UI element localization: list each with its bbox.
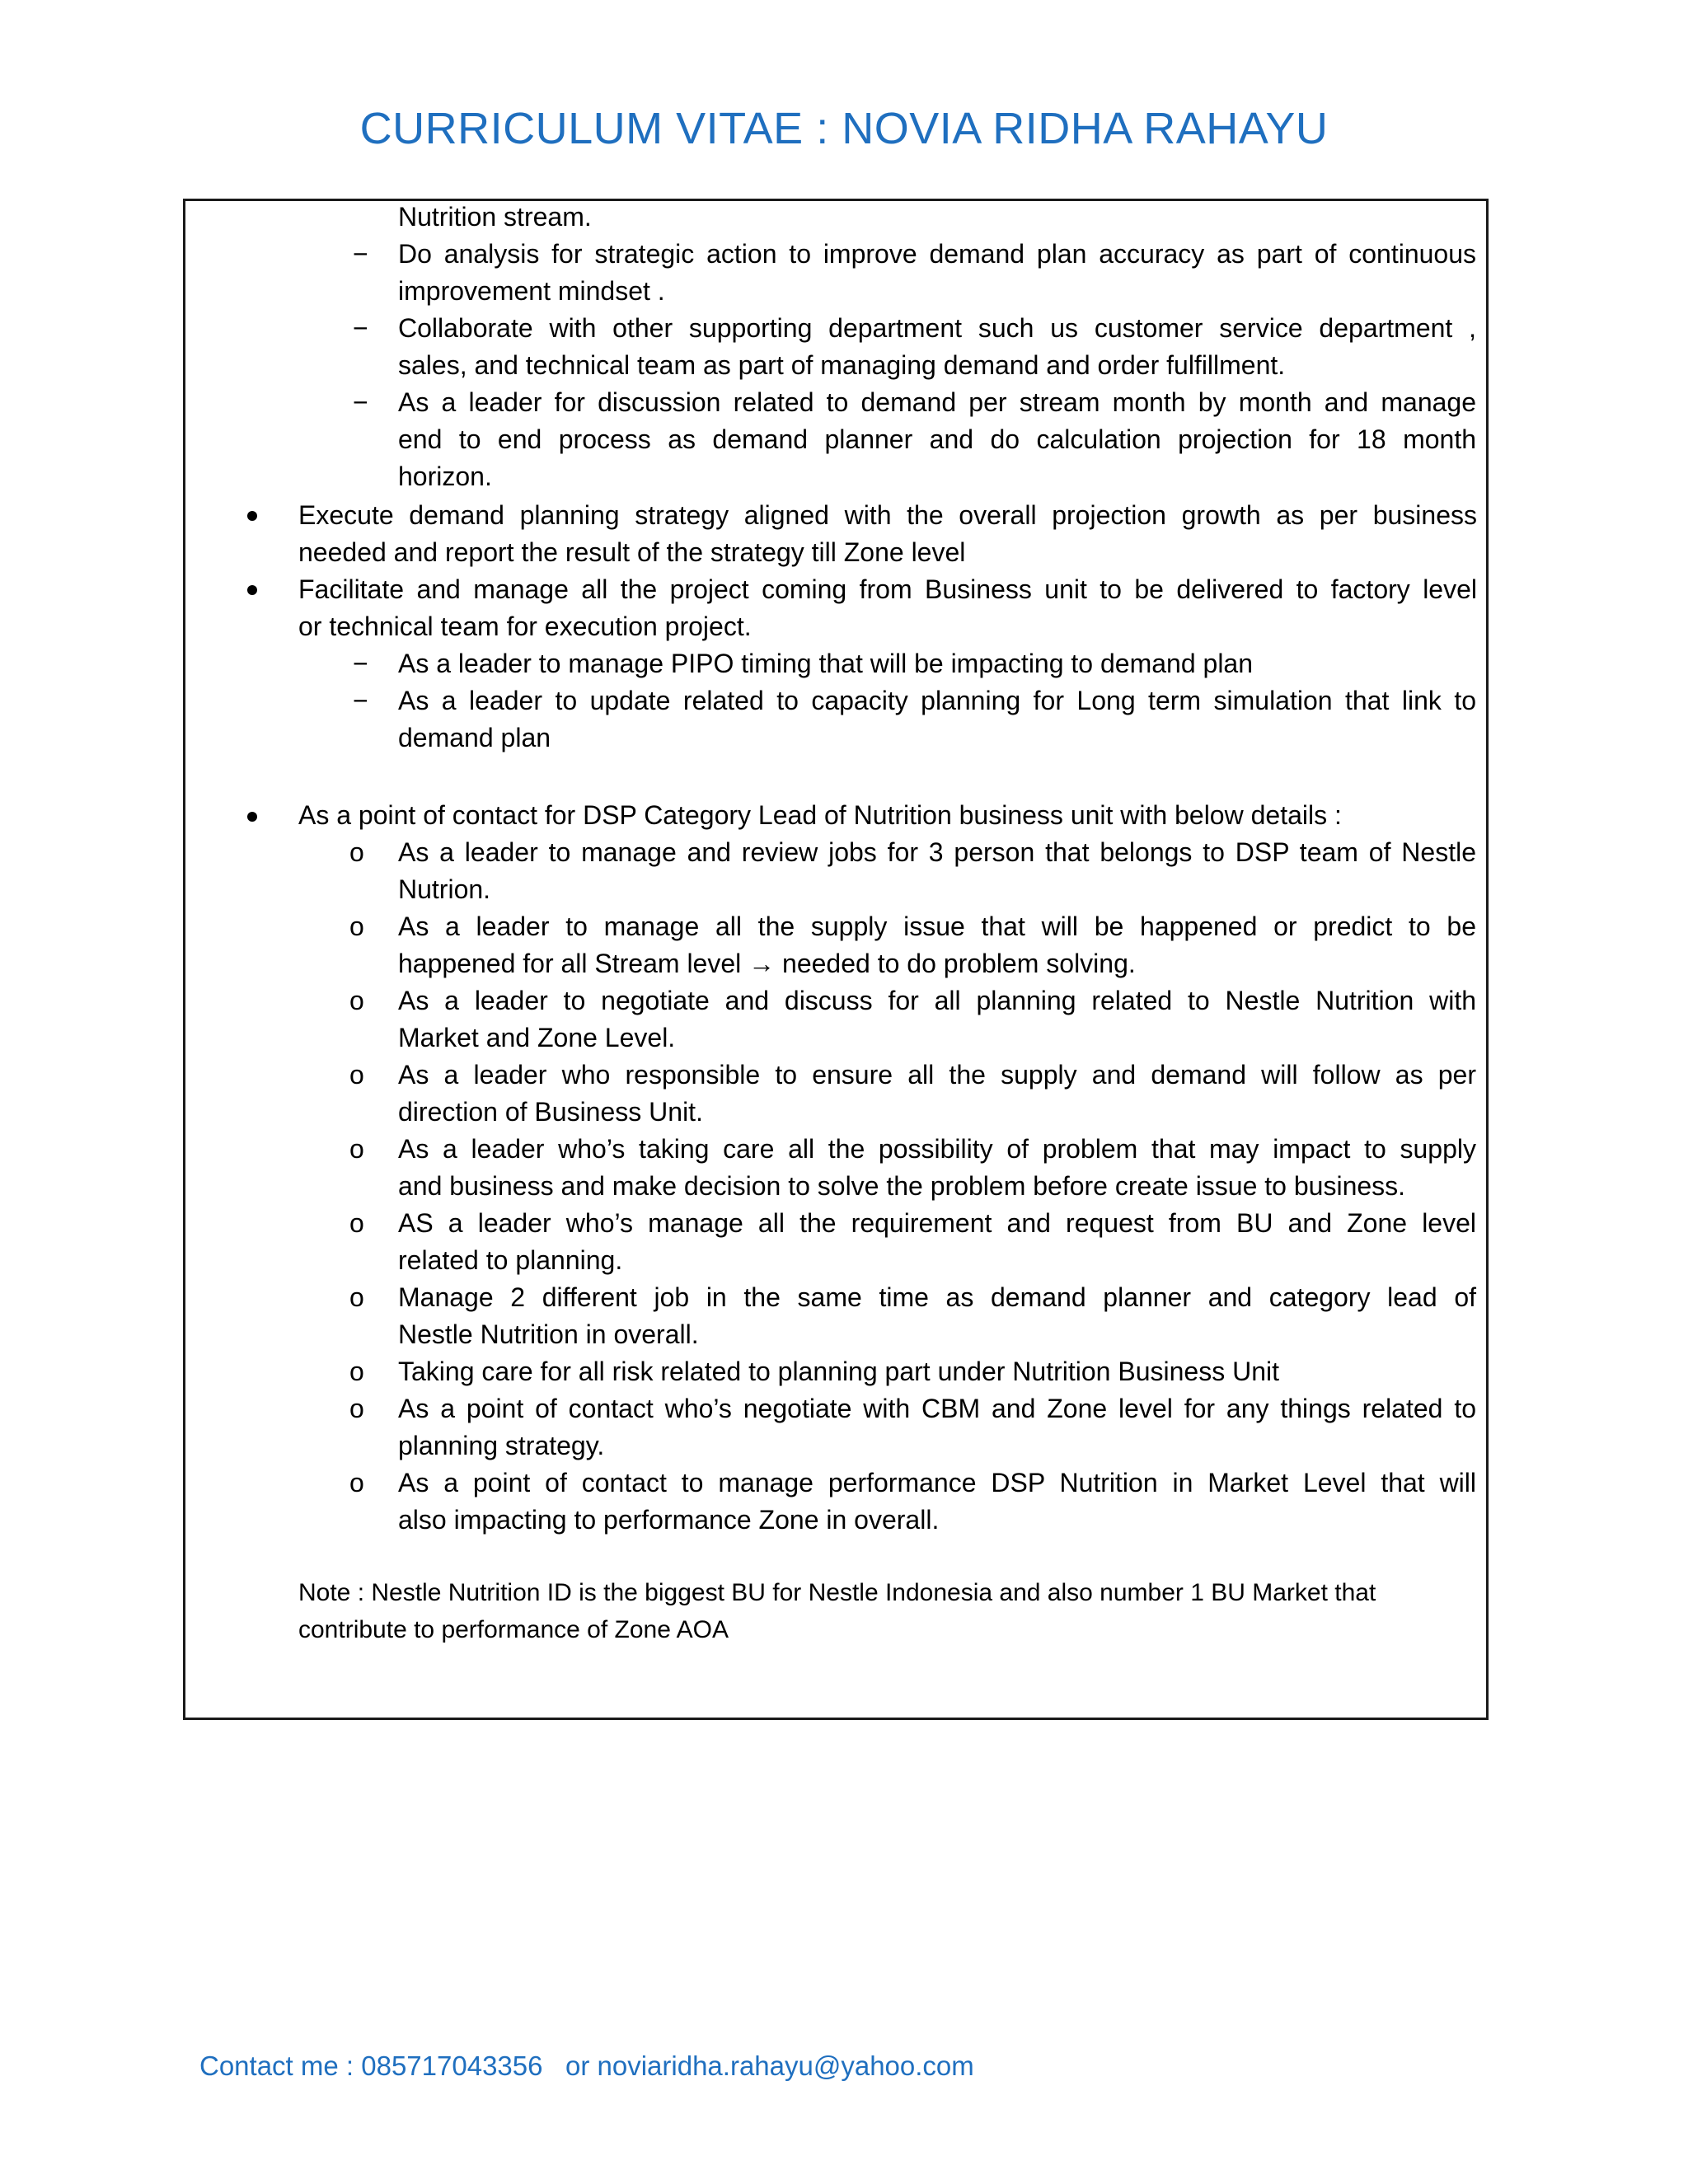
circle-marker: o [349, 1282, 364, 1312]
list-item-text: Nestle Nutrition in overall. [398, 1319, 699, 1349]
dash-marker: − [353, 313, 368, 343]
circle-marker: o [349, 1060, 364, 1090]
bullet-item-text: Facilitate and manage all the project coming from Business unit to be delivered to factory level [298, 574, 1477, 604]
circle-marker: o [349, 986, 364, 1015]
contact-separator: or [565, 2050, 590, 2081]
list-item-text: As a leader to manage and review jobs for 3 person that belongs to DSP team of Nestle [398, 837, 1476, 867]
list-item-text: horizon. [398, 462, 492, 491]
contact-footer [199, 2049, 974, 2083]
circle-marker: o [349, 1357, 364, 1386]
dash-marker: − [353, 387, 368, 417]
circle-marker: o [349, 1134, 364, 1164]
list-item-text: As a leader to manage all the supply issue that will be happened or predict to be [398, 912, 1476, 941]
dash-marker: − [353, 686, 368, 715]
circle-marker: o [349, 912, 364, 941]
list-item-text: also impacting to performance Zone in overall. [398, 1505, 940, 1535]
list-item-text: planning strategy. [398, 1431, 605, 1460]
dash-marker: − [353, 649, 368, 678]
bullet-dot-icon [247, 585, 257, 595]
page-title: CURRICULUM VITAE : NOVIA RIDHA RAHAYU [359, 104, 1329, 153]
list-item-text: As a leader to manage PIPO timing that will be impacting to demand plan [398, 649, 1254, 678]
list-item-text: Manage 2 different job in the same time as demand planner and category lead of [398, 1282, 1476, 1312]
circle-marker: o [349, 1468, 364, 1497]
list-item-text: Nutrion. [398, 874, 491, 904]
list-item-text: Market and Zone Level. [398, 1023, 676, 1052]
list-item-text: As a leader who’s taking care all the possibility of problem that may impact to supply [398, 1134, 1476, 1164]
bullet-dot-icon [247, 812, 257, 822]
list-item-text: Nutrition stream. [398, 202, 592, 232]
contact-phone: Contact me : 085717043356 [199, 2050, 543, 2081]
list-item-text: and business and make decision to solve the problem before create issue to business. [398, 1171, 1406, 1201]
circle-marker: o [349, 1394, 364, 1423]
list-item-text: sales, and technical team as part of managing demand and order fulfillment. [398, 350, 1286, 380]
list-item-text: As a point of contact who’s negotiate with CBM and Zone level for any things related to [398, 1394, 1476, 1423]
list-item-text: As a leader to update related to capacity planning for Long term simulation that link to [398, 686, 1476, 715]
note-text: Note : Nestle Nutrition ID is the biggest BU for Nestle Indonesia and also number 1 BU Market that [298, 1579, 1376, 1606]
list-item-text: end to end process as demand planner and do calculation projection for 18 month [398, 424, 1476, 454]
bullet-dot-icon [247, 511, 257, 521]
circle-marker: o [349, 1208, 364, 1238]
list-item-text: happened for all Stream level → needed to do problem solving. [398, 949, 1136, 978]
list-item-text: Collaborate with other supporting department such us customer service department , [398, 313, 1476, 343]
list-item-text: related to planning. [398, 1245, 623, 1275]
list-item-text: As a leader for discussion related to demand per stream month by month and manage [398, 387, 1476, 417]
bullet-item-text: or technical team for execution project. [298, 612, 752, 641]
contact-email-link[interactable]: noviaridha.rahayu@yahoo.com [597, 2050, 974, 2081]
bullet-item-text: As a point of contact for DSP Category Lead of Nutrition business unit with below details : [298, 800, 1342, 830]
list-item-text: Do analysis for strategic action to improve demand plan accuracy as part of continuous [398, 239, 1476, 269]
list-item-text: As a point of contact to manage performance DSP Nutrition in Market Level that will [398, 1468, 1476, 1497]
list-item-text: AS a leader who’s manage all the requirement and request from BU and Zone level [398, 1208, 1476, 1238]
list-item-text: As a leader to negotiate and discuss for all planning related to Nestle Nutrition with [398, 986, 1476, 1015]
circle-marker: o [349, 837, 364, 867]
note-text: contribute to performance of Zone AOA [298, 1616, 729, 1643]
bullet-item-text: needed and report the result of the strategy till Zone level [298, 537, 966, 567]
list-item-text: demand plan [398, 723, 551, 752]
dash-marker: − [353, 239, 368, 269]
list-item-text: direction of Business Unit. [398, 1097, 703, 1127]
list-item-text: As a leader who responsible to ensure all the supply and demand will follow as per [398, 1060, 1476, 1090]
list-item-text: improvement mindset . [398, 276, 665, 306]
list-item-text: Taking care for all risk related to planning part under Nutrition Business Unit [398, 1357, 1279, 1386]
bullet-item-text: Execute demand planning strategy aligned with the overall projection growth as per business [298, 500, 1477, 530]
